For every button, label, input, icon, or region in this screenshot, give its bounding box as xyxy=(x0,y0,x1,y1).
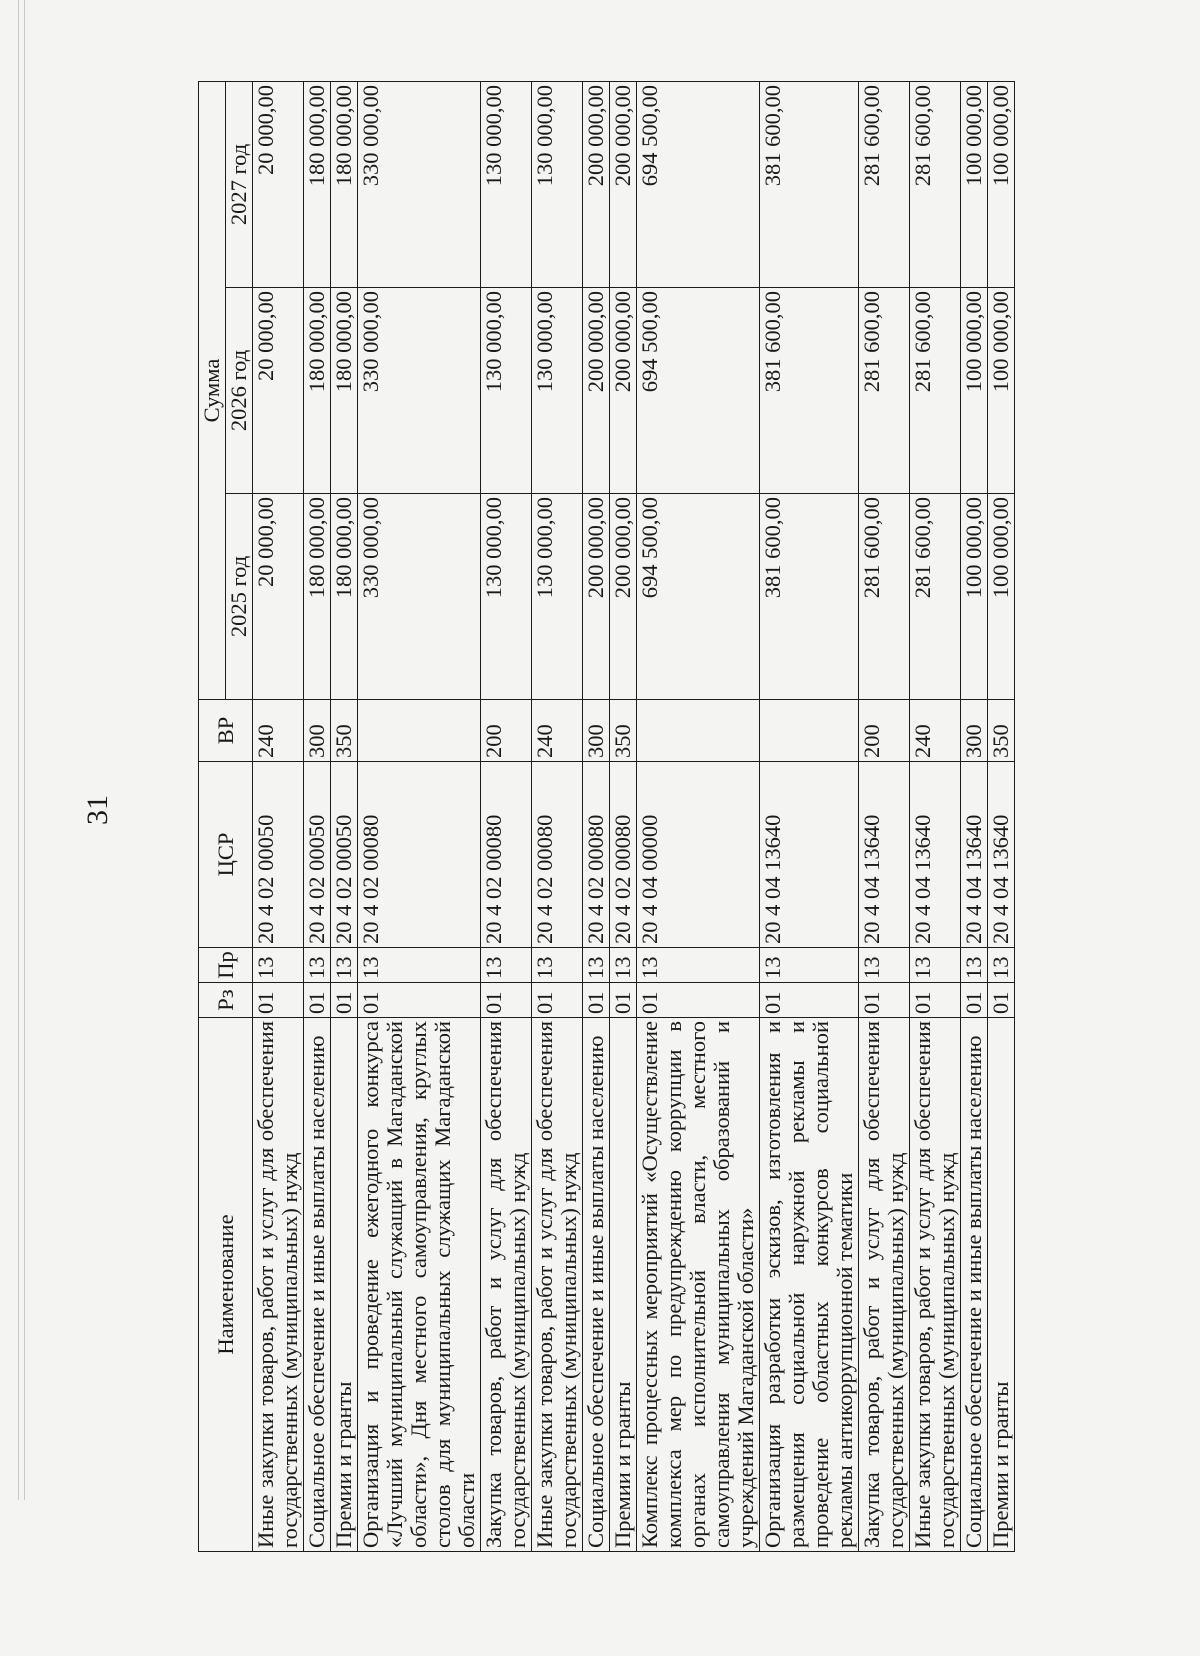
row-sum-2026: 130 000,00 xyxy=(481,288,532,494)
row-sum-2026: 381 600,00 xyxy=(760,288,859,494)
row-sum-2025: 130 000,00 xyxy=(532,494,583,700)
row-sum-2027: 20 000,00 xyxy=(253,81,304,287)
page-number: 31 xyxy=(81,795,114,825)
header-rz: Рз xyxy=(199,983,253,1018)
row-vr: 200 xyxy=(859,700,910,762)
row-sum-2025: 330 000,00 xyxy=(358,494,481,700)
header-year-2026: 2026 год xyxy=(226,288,253,494)
table-row xyxy=(532,81,583,1551)
row-vr: 240 xyxy=(910,700,961,762)
row-name: Комплекс процессных мероприятий «Осуществление комплекса мер по предупреждению коррупции в органах исполнительной власти, местного самоуправления муниципальных образований и учреждений Магаданской области» xyxy=(637,1018,760,1552)
row-sum-2025: 100 000,00 xyxy=(961,494,988,700)
budget-table xyxy=(198,81,1015,1552)
table-header xyxy=(199,81,253,1551)
row-csr: 20 4 04 13640 xyxy=(760,762,859,948)
header-pr: Пр xyxy=(199,948,253,983)
row-sum-2027: 100 000,00 xyxy=(988,81,1015,287)
header-sum: Сумма xyxy=(199,81,226,699)
row-sum-2026: 200 000,00 xyxy=(610,288,637,494)
row-pr: 13 xyxy=(481,948,532,983)
row-rz: 01 xyxy=(481,983,532,1018)
row-pr: 13 xyxy=(583,948,610,983)
row-csr: 20 4 02 00080 xyxy=(358,762,481,948)
row-vr: 350 xyxy=(331,700,358,762)
row-vr xyxy=(358,700,481,762)
row-rz: 01 xyxy=(331,983,358,1018)
row-sum-2027: 200 000,00 xyxy=(583,81,610,287)
row-name: Закупка товаров, работ и услуг для обеспечения государственных (муниципальных) нужд xyxy=(481,1018,532,1552)
row-name: Организация и проведение ежегодного конкурса «Лучший муниципальный служащий в Магаданской области», Дня местного самоуправления, круглых столов для муниципальных служащих Магаданской области xyxy=(358,1018,481,1552)
table-body xyxy=(253,81,1015,1551)
row-sum-2025: 281 600,00 xyxy=(859,494,910,700)
row-csr: 20 4 02 00050 xyxy=(331,762,358,948)
row-vr: 300 xyxy=(583,700,610,762)
row-sum-2025: 200 000,00 xyxy=(583,494,610,700)
row-sum-2027: 381 600,00 xyxy=(760,81,859,287)
row-name: Организация разработки эскизов, изготовления и размещения социальной наружной рекламы и проведение областных конкурсов социальной рекламы антикоррупционной тематики xyxy=(760,1018,859,1552)
table-row xyxy=(610,81,637,1551)
row-csr: 20 4 04 00000 xyxy=(637,762,760,948)
row-name: Премии и гранты xyxy=(610,1018,637,1552)
row-csr: 20 4 02 00080 xyxy=(610,762,637,948)
header-vr: ВР xyxy=(199,700,253,762)
row-name: Иные закупки товаров, работ и услуг для обеспечения государственных (муниципальных) нужд xyxy=(910,1018,961,1552)
table-row xyxy=(637,81,760,1551)
table-row xyxy=(583,81,610,1551)
row-csr: 20 4 04 13640 xyxy=(859,762,910,948)
row-sum-2026: 100 000,00 xyxy=(961,288,988,494)
row-rz: 01 xyxy=(304,983,331,1018)
row-pr: 13 xyxy=(304,948,331,983)
table-row xyxy=(304,81,331,1551)
row-vr: 240 xyxy=(532,700,583,762)
row-sum-2026: 694 500,00 xyxy=(637,288,760,494)
row-sum-2026: 130 000,00 xyxy=(532,288,583,494)
row-vr xyxy=(760,700,859,762)
table-row xyxy=(358,81,481,1551)
row-name: Социальное обеспечение и иные выплаты населению xyxy=(304,1018,331,1552)
row-pr: 13 xyxy=(331,948,358,983)
row-sum-2025: 180 000,00 xyxy=(304,494,331,700)
row-name: Социальное обеспечение и иные выплаты населению xyxy=(961,1018,988,1552)
header-name: Наименование xyxy=(199,1018,253,1552)
table-row xyxy=(481,81,532,1551)
table-row xyxy=(988,81,1015,1551)
row-sum-2026: 180 000,00 xyxy=(331,288,358,494)
row-csr: 20 4 02 00050 xyxy=(253,762,304,948)
row-sum-2026: 281 600,00 xyxy=(859,288,910,494)
row-rz: 01 xyxy=(532,983,583,1018)
row-sum-2026: 281 600,00 xyxy=(910,288,961,494)
row-name: Премии и гранты xyxy=(988,1018,1015,1552)
row-sum-2026: 180 000,00 xyxy=(304,288,331,494)
row-sum-2027: 100 000,00 xyxy=(961,81,988,287)
row-rz: 01 xyxy=(910,983,961,1018)
row-sum-2027: 281 600,00 xyxy=(910,81,961,287)
row-sum-2025: 180 000,00 xyxy=(331,494,358,700)
row-sum-2025: 130 000,00 xyxy=(481,494,532,700)
header-year-2025: 2025 год xyxy=(226,494,253,700)
row-pr: 13 xyxy=(961,948,988,983)
row-rz: 01 xyxy=(583,983,610,1018)
row-sum-2027: 130 000,00 xyxy=(532,81,583,287)
row-sum-2027: 180 000,00 xyxy=(304,81,331,287)
table-row xyxy=(253,81,304,1551)
rotated-sheet xyxy=(198,82,1013,1552)
row-csr: 20 4 04 13640 xyxy=(988,762,1015,948)
scan-edge-line xyxy=(18,0,19,1500)
row-sum-2027: 200 000,00 xyxy=(610,81,637,287)
row-rz: 01 xyxy=(610,983,637,1018)
row-name: Иные закупки товаров, работ и услуг для обеспечения государственных (муниципальных) нужд xyxy=(253,1018,304,1552)
row-pr: 13 xyxy=(532,948,583,983)
row-rz: 01 xyxy=(637,983,760,1018)
row-sum-2027: 130 000,00 xyxy=(481,81,532,287)
row-name: Иные закупки товаров, работ и услуг для обеспечения государственных (муниципальных) нужд xyxy=(532,1018,583,1552)
header-row xyxy=(199,81,226,1551)
row-sum-2027: 180 000,00 xyxy=(331,81,358,287)
row-rz: 01 xyxy=(961,983,988,1018)
row-name: Закупка товаров, работ и услуг для обеспечения государственных (муниципальных) нужд xyxy=(859,1018,910,1552)
row-vr: 240 xyxy=(253,700,304,762)
row-pr: 13 xyxy=(358,948,481,983)
row-pr: 13 xyxy=(610,948,637,983)
row-pr: 13 xyxy=(859,948,910,983)
table-row xyxy=(331,81,358,1551)
row-sum-2027: 694 500,00 xyxy=(637,81,760,287)
table-row xyxy=(859,81,910,1551)
row-pr: 13 xyxy=(253,948,304,983)
row-name: Премии и гранты xyxy=(331,1018,358,1552)
row-sum-2025: 281 600,00 xyxy=(910,494,961,700)
row-sum-2025: 20 000,00 xyxy=(253,494,304,700)
row-rz: 01 xyxy=(859,983,910,1018)
row-sum-2025: 100 000,00 xyxy=(988,494,1015,700)
row-sum-2026: 330 000,00 xyxy=(358,288,481,494)
row-sum-2026: 20 000,00 xyxy=(253,288,304,494)
header-year-2027: 2027 год xyxy=(226,81,253,287)
row-vr xyxy=(637,700,760,762)
row-sum-2026: 100 000,00 xyxy=(988,288,1015,494)
row-pr: 13 xyxy=(760,948,859,983)
row-rz: 01 xyxy=(988,983,1015,1018)
row-csr: 20 4 02 00080 xyxy=(583,762,610,948)
table-row xyxy=(910,81,961,1551)
row-pr: 13 xyxy=(910,948,961,983)
row-vr: 300 xyxy=(304,700,331,762)
header-csr: ЦСР xyxy=(199,762,253,948)
scan-edge-line xyxy=(24,0,25,1500)
row-rz: 01 xyxy=(253,983,304,1018)
row-sum-2027: 330 000,00 xyxy=(358,81,481,287)
row-pr: 13 xyxy=(637,948,760,983)
row-sum-2025: 381 600,00 xyxy=(760,494,859,700)
row-rz: 01 xyxy=(358,983,481,1018)
row-csr: 20 4 02 00050 xyxy=(304,762,331,948)
row-rz: 01 xyxy=(760,983,859,1018)
row-csr: 20 4 02 00080 xyxy=(532,762,583,948)
row-sum-2026: 200 000,00 xyxy=(583,288,610,494)
row-sum-2025: 200 000,00 xyxy=(610,494,637,700)
row-csr: 20 4 02 00080 xyxy=(481,762,532,948)
row-csr: 20 4 04 13640 xyxy=(910,762,961,948)
row-vr: 300 xyxy=(961,700,988,762)
row-vr: 350 xyxy=(988,700,1015,762)
table-row xyxy=(961,81,988,1551)
row-vr: 200 xyxy=(481,700,532,762)
row-sum-2025: 694 500,00 xyxy=(637,494,760,700)
table-row xyxy=(760,81,859,1551)
row-csr: 20 4 04 13640 xyxy=(961,762,988,948)
row-pr: 13 xyxy=(988,948,1015,983)
row-vr: 350 xyxy=(610,700,637,762)
row-sum-2027: 281 600,00 xyxy=(859,81,910,287)
row-name: Социальное обеспечение и иные выплаты населению xyxy=(583,1018,610,1552)
